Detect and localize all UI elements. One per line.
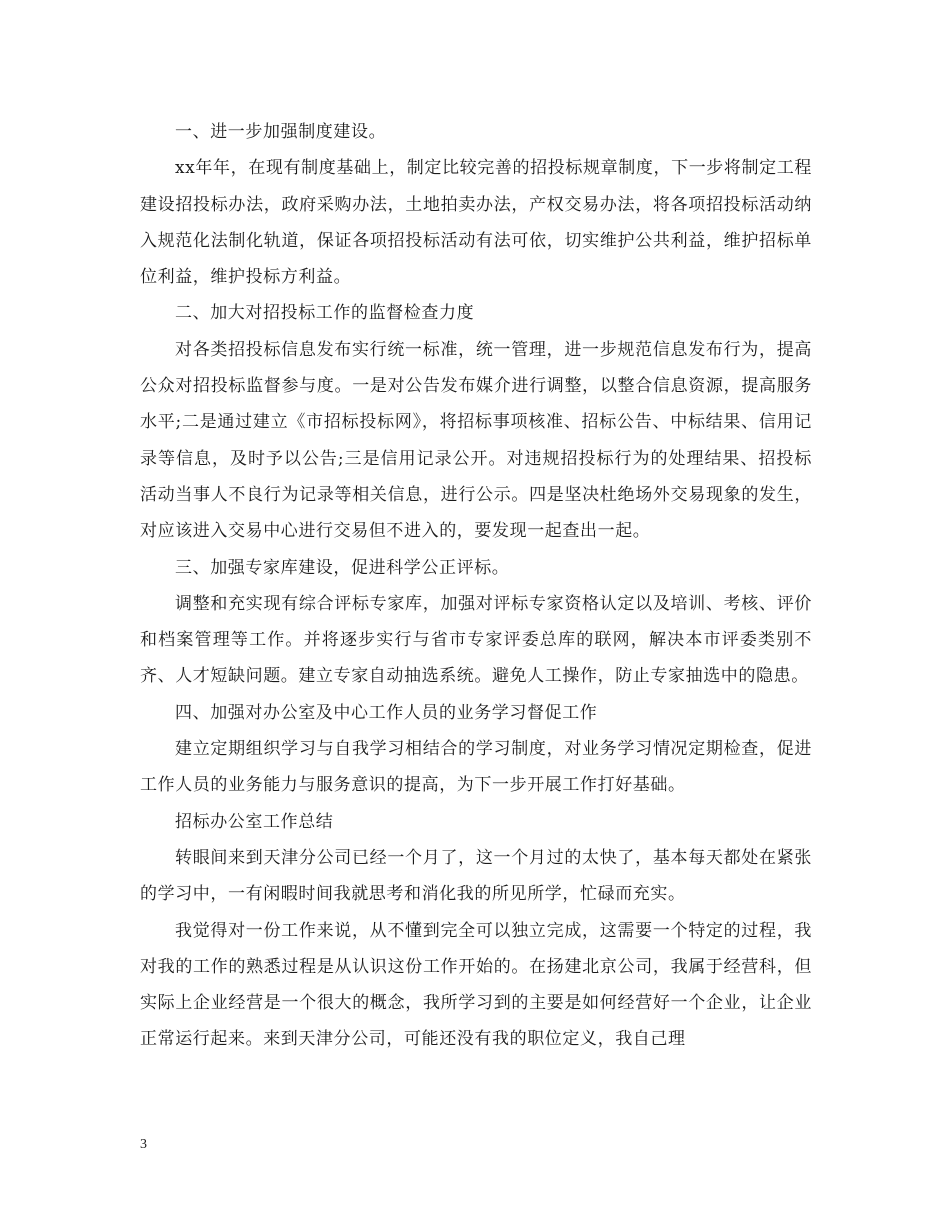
paragraph-1: xx年年，在现有制度基础上，制定比较完善的招投标规章制度，下一步将制定工程建设招投标办法，政府采购办法，土地拍卖办法，产权交易办法，将各项招投标活动纳入规范化法制化轨道，保证各项招投标活动有法可依，切实维护公共利益，维护招标单位利益，维护投标方利益。 bbox=[140, 158, 812, 288]
document-body bbox=[140, 114, 812, 1058]
section-heading-4: 四、加强对办公室及中心工作人员的业务学习督促工作 bbox=[175, 702, 598, 723]
paragraph-2: 对各类招投标信息发布实行统一标准，统一管理，进一步规范信息发布行为，提高公众对招投标监督参与度。一是对公告发布媒介进行调整，以整合信息资源，提高服务水平;二是通过建立《市招标投标网》，将招标事项核准、招标公告、中标结果、信用记录等信息，及时予以公告;三是信用记录公开。对违规招投标行为的处理结果、招投标活动当事人不良行为记录等相关信息，进行公示。四是坚决杜绝场外交易现象的发生，对应该进入交易中心进行交易但不进入的，要发现一起查出一起。 bbox=[140, 339, 812, 542]
paragraph-6: 我觉得对一份工作来说，从不懂到完全可以独立完成，这需要一个特定的过程，我对我的工作的熟悉过程是从认识这份工作开始的。在扬建北京公司，我属于经营科，但实际上企业经营是一个很大的概念，我所学习到的主要是如何经营好一个企业，让企业正常运行起来。来到天津分公司，可能还没有我的职位定义，我自己理 bbox=[140, 920, 812, 1050]
summary-title: 招标办公室工作总结 bbox=[175, 811, 334, 832]
section-heading-3: 三、加强专家库建设，促进科学公正评标。 bbox=[175, 557, 510, 578]
section-heading-1: 一、进一步加强制度建设。 bbox=[175, 122, 387, 142]
paragraph-4: 建立定期组织学习与自我学习相结合的学习制度，对业务学习情况定期检查，促进工作人员的业务能力与服务意识的提高，为下一步开展工作打好基础。 bbox=[140, 739, 812, 796]
paragraph-5: 转眼间来到天津分公司已经一个月了，这一个月过的太快了，基本每天都处在紧张的学习中，一有闲暇时间我就思考和消化我的所见所学，忙碌而充实。 bbox=[140, 847, 812, 905]
page-number: 3 bbox=[140, 1137, 147, 1152]
section-heading-2: 二、加大对招投标工作的监督检查力度 bbox=[175, 303, 475, 324]
paragraph-3: 调整和充实现有综合评标专家库，加强对评标专家资格认定以及培训、考核、评价和档案管理等工作。并将逐步实行与省市专家评委总库的联网，解决本市评委类别不齐、人才短缺问题。建立专家自动抽选系统。避免人工操作，防止专家抽选中的隐患。 bbox=[140, 593, 812, 687]
